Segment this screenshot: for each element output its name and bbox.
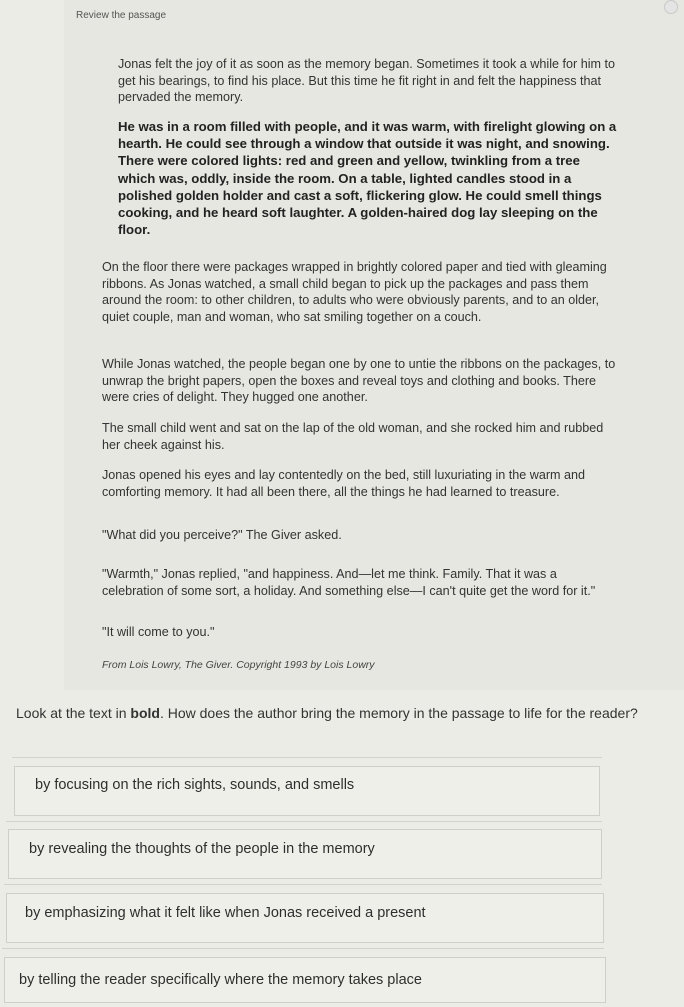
divider — [2, 948, 604, 949]
answer-option-4-label: by telling the reader specifically where the memory takes place — [19, 972, 422, 988]
answer-option-3[interactable] — [6, 893, 604, 943]
question-post: . How does the author bring the memory in the passage to life for the reader? — [159, 705, 638, 721]
passage-paragraph-4: While Jonas watched, the people began one by one to untie the ribbons on the packages, to unwrap the bright papers, open the boxes and reveal toys and clothing and books. There were cries of delight. They hugged one another. — [102, 357, 616, 404]
answer-option-3-label: by emphasizing what it felt like when Jonas received a present — [25, 905, 426, 921]
divider — [6, 821, 602, 822]
passage-paragraph-5: The small child went and sat on the lap of the old woman, and she rocked him and rubbed her cheek against his. — [102, 421, 604, 452]
passage-paragraph-7: "What did you perceive?" The Giver asked. — [102, 528, 342, 542]
passage-header: Review the passage — [76, 10, 167, 21]
answer-option-2[interactable] — [8, 829, 602, 879]
answer-option-1-label: by focusing on the rich sights, sounds, and smells — [35, 777, 355, 793]
answer-option-4[interactable] — [4, 957, 606, 1003]
passage-citation: From Lois Lowry, The Giver. Copyright 1993 by Lois Lowry — [102, 659, 375, 671]
divider — [12, 757, 602, 758]
passage-paragraph-9: "It will come to you." — [102, 625, 215, 639]
divider — [4, 884, 602, 885]
passage-bold-paragraph: He was in a room filled with people, and it was warm, with firelight glowing on a hearth. He could see through a window that outside it was night, and snowing. There were colored lights: red and green and yellow, twinkling from a tree which was, oddly, inside the room. On a table, lighted candles stood in a polished golden holder and cast a soft, flickering glow. He could smell things cooking, and he heard soft laughter. A golden-haired dog lay sleeping on the floor. — [118, 119, 617, 238]
question-pre: Look at the text in — [16, 705, 131, 721]
passage-paragraph-1: Jonas felt the joy of it as soon as the memory began. Sometimes it took a while for him to get his bearings, to find his place. But this time he fit right in and felt the happiness that pervaded the memory. — [118, 57, 615, 104]
status-dot-icon — [664, 0, 678, 14]
answer-option-2-label: by revealing the thoughts of the people in the memory — [29, 841, 375, 857]
passage-paragraph-6: Jonas opened his eyes and lay contentedly on the bed, still luxuriating in the warm and comforting memory. It had all been there, all the things he had learned to treasure. — [102, 468, 586, 499]
answer-option-1[interactable] — [14, 766, 600, 816]
passage-paragraph-3: On the floor there were packages wrapped in brightly colored paper and tied with gleaming ribbons. As Jonas watched, a small child began to pick up the packages and pass them around the room: to other children, to adults who were obviously parents, and to an older, quiet couple, man and woman, who sat smiling together on a couch. — [102, 260, 607, 324]
question-text — [16, 703, 672, 723]
passage-paragraph-8: "Warmth," Jonas replied, "and happiness. And—let me think. Family. That it was a celebration of some sort, a holiday. And something else—I can't quite get the word for it." — [102, 567, 596, 598]
question-bold-word: bold — [130, 705, 160, 721]
